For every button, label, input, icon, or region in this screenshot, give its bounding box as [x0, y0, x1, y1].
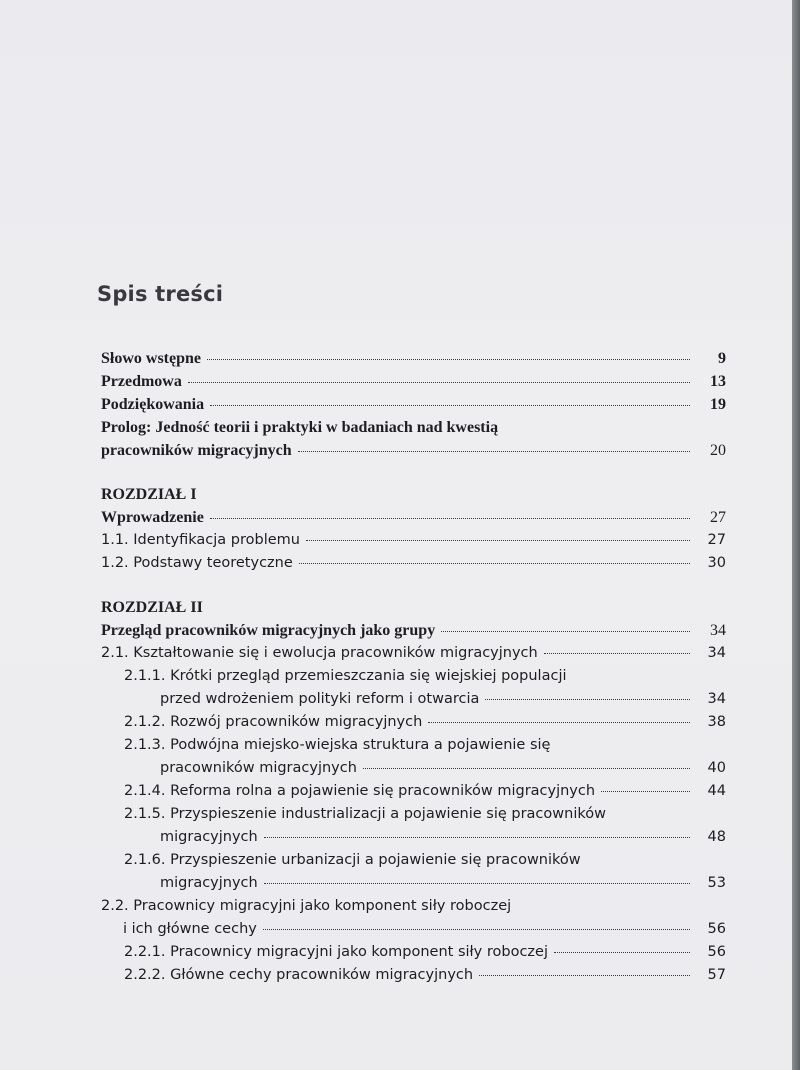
toc-page-number: 34: [710, 622, 726, 639]
toc-page-number: 20: [710, 442, 726, 459]
dot-leader: [210, 405, 690, 406]
toc-entry-2-1-5[interactable]: [160, 829, 726, 851]
toc-entry-label: 2.1. Kształtowanie się i ewolucja pracowników migracyjnych: [101, 645, 538, 661]
toc-page-number: 56: [707, 921, 726, 937]
dot-leader: [544, 653, 690, 654]
toc-entry-label: 2.1.2. Rozwój pracowników migracyjnych: [124, 714, 423, 730]
dot-leader: [207, 359, 690, 360]
toc-page-number: 57: [707, 967, 726, 983]
toc-entry-label: przed wdrożeniem polityki reform i otwarcia: [160, 691, 480, 707]
toc-entry-przedmowa[interactable]: [101, 373, 726, 395]
toc-page-number: 19: [710, 396, 726, 413]
toc-entry-prolog[interactable]: [101, 442, 726, 464]
dot-leader: [554, 952, 690, 953]
toc-entry-label: 1.2. Podstawy teoretyczne: [101, 555, 293, 571]
toc-entry-2-2-1[interactable]: [124, 944, 726, 966]
toc-entry-2-1-3-line1[interactable]: 2.1.3. Podwójna miejsko-wiejska struktura a pojawienie się: [124, 737, 551, 753]
toc-page-number: 40: [707, 760, 726, 776]
toc-entry-label: pracowników migracyjnych: [101, 442, 292, 459]
toc-page-number: 44: [707, 783, 726, 799]
toc-entry-2-1[interactable]: [101, 645, 726, 667]
dot-leader: [188, 382, 690, 383]
toc-entry-label: Słowo wstępne: [101, 350, 202, 367]
dot-leader: [601, 791, 690, 792]
toc-entry-label: Przegląd pracowników migracyjnych jako grupy: [101, 622, 436, 639]
toc-entry-label: migracyjnych: [160, 829, 258, 845]
dot-leader: [441, 631, 690, 632]
toc-entry-label: Przedmowa: [101, 373, 182, 390]
toc-page-number: 27: [710, 509, 726, 526]
dot-leader: [485, 699, 690, 700]
toc-entry-prolog-line1[interactable]: Prolog: Jedność teorii i praktyki w badaniach nad kwestią: [101, 419, 499, 436]
dot-leader: [299, 563, 690, 564]
dot-leader: [298, 451, 690, 452]
dot-leader: [264, 883, 690, 884]
toc-entry-label: 1.1. Identyfikacja problemu: [101, 532, 300, 548]
toc-entry-2-2[interactable]: [123, 921, 726, 943]
toc-page-number: 13: [710, 373, 726, 390]
dot-leader: [210, 518, 690, 519]
toc-entry-2-1-1[interactable]: [160, 691, 726, 713]
toc-entry-label: Podziękowania: [101, 396, 205, 413]
chapter-title: ROZDZIAŁ I: [101, 486, 197, 503]
dot-leader: [479, 975, 690, 976]
toc-page-number: 38: [707, 714, 726, 730]
toc-entry-1-2[interactable]: [101, 555, 726, 577]
toc-entry-label: 2.1.4. Reforma rolna a pojawienie się pracowników migracyjnych: [124, 783, 596, 799]
toc-entry-2-1-1-line1[interactable]: 2.1.1. Krótki przegląd przemieszczania się wiejskiej populacji: [124, 668, 567, 684]
toc-page-number: 9: [718, 350, 726, 367]
dot-leader: [264, 837, 690, 838]
toc-entry-przeglad[interactable]: [101, 622, 726, 644]
toc-entry-label: i ich główne cechy: [123, 921, 257, 937]
toc-entry-2-1-3[interactable]: [160, 760, 726, 782]
toc-entry-2-1-6[interactable]: [160, 875, 726, 897]
dot-leader: [428, 722, 690, 723]
toc-entry-1-1[interactable]: [101, 532, 726, 554]
page-edge-shadow: [792, 0, 800, 1070]
toc-entry-2-2-2[interactable]: [124, 967, 726, 989]
toc-entry-podziekowania[interactable]: [101, 396, 726, 418]
toc-entry-label: 2.2.1. Pracownicy migracyjni jako komponent siły roboczej: [124, 944, 548, 960]
toc-entry-label: migracyjnych: [160, 875, 258, 891]
dot-leader: [363, 768, 690, 769]
toc-entry-slowo[interactable]: [101, 350, 726, 372]
toc-page-number: 30: [707, 555, 726, 571]
toc-entry-wprowadzenie[interactable]: [101, 509, 726, 531]
toc-page-number: 56: [707, 944, 726, 960]
toc-page-number: 34: [707, 645, 726, 661]
toc-entry-2-1-5-line1[interactable]: 2.1.5. Przyspieszenie industrializacji a pojawienie się pracowników: [124, 806, 606, 822]
toc-entry-label: 2.2.2. Główne cechy pracowników migracyjnych: [124, 967, 474, 983]
toc-entry-2-1-6-line1[interactable]: 2.1.6. Przyspieszenie urbanizacji a pojawienie się pracowników: [124, 852, 581, 868]
dot-leader: [263, 929, 690, 930]
toc-page-number: 48: [707, 829, 726, 845]
toc-page-number: 27: [707, 532, 726, 548]
toc-entry-label: pracowników migracyjnych: [160, 760, 357, 776]
toc-entry-label: Wprowadzenie: [101, 509, 204, 526]
chapter-title: ROZDZIAŁ II: [101, 599, 203, 616]
toc-page-number: 34: [707, 691, 726, 707]
toc-entry-2-2-line1[interactable]: 2.2. Pracownicy migracyjni jako komponent siły roboczej: [101, 898, 512, 914]
page-title: Spis treści: [97, 282, 224, 306]
toc-page-number: 53: [707, 875, 726, 891]
dot-leader: [306, 540, 690, 541]
toc-entry-2-1-2[interactable]: [124, 714, 726, 736]
toc-entry-2-1-4[interactable]: [124, 783, 726, 805]
